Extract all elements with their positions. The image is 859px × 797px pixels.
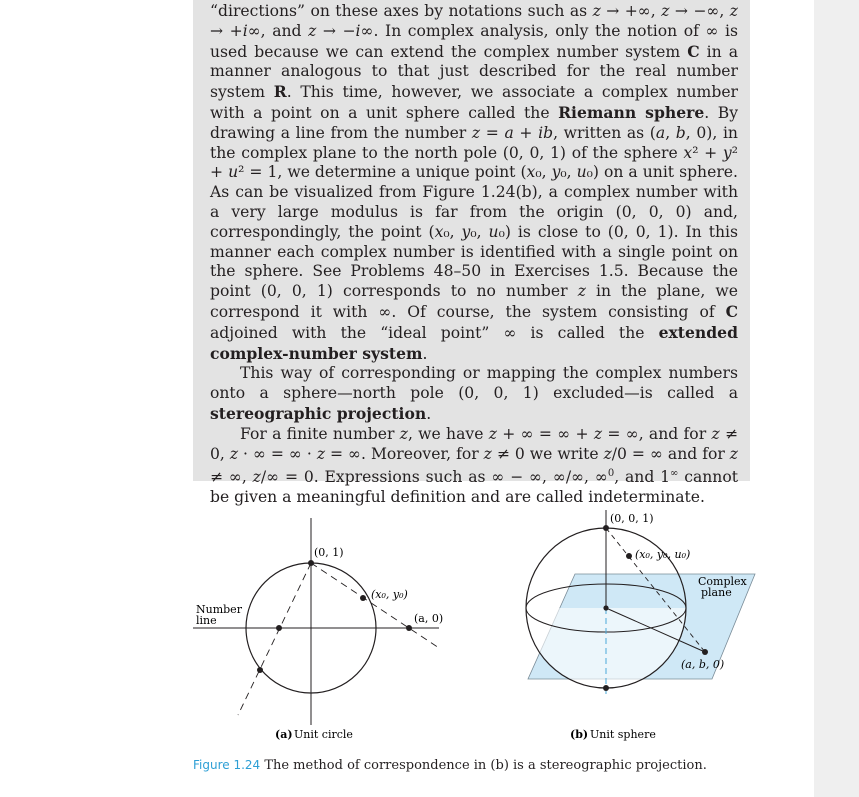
paragraph-3: For a finite number z, we have z + ∞ = ∞ + z = ∞, and for z ≠ 0, z · ∞ = ∞ · z = ∞. Moreover, for z ≠ 0 we write z/0 = ∞ and for z ≠ ∞, z/∞ = 0. Expressions such as ∞ − ∞, ∞/∞, ∞$^0$, and 1∞ cannot be given a meaningful definition and are called indeterminate.	[210, 424, 739, 507]
ab-point	[702, 649, 708, 655]
figure-caption	[193, 758, 753, 773]
paragraph-2: This way of corresponding or mapping the complex numbers onto a sphere—north pole (0, 0, 1) excluded—is called a stereographic projection.	[210, 364, 738, 423]
label-plane: plane	[701, 586, 732, 599]
label-complex: Complex	[698, 575, 747, 588]
north-point	[308, 560, 314, 566]
paragraph-1: “directions” on these axes by notations such as z → +∞, z → −∞, z → +i∞, and z → −i∞. In complex analysis, only the notion of ∞ is used because we can extend the complex number system C in a manner analogous to that just described for the real number system R. This time, however, we associate a complex number with a point on a unit sphere called the Riemann sphere. By drawing a line from the number z = a + ib, written as (a, b, 0), in the complex plane to the north pole (0, 0, 1) of the sphere x² + y² + u² = 1, we determine a unique point (x₀, y₀, u₀) on a unit sphere. As can be visualized from Figure 1.24(b), a complex number with a very large modulus is far from the origin (0, 0, 0) and, correspondingly, the point (x₀, y₀, u₀) is close to (0, 0, 1). In this manner each complex number is identified with a single point on the sphere. See Problems 48–50 in Exercises 1.5. Because the point (0, 0, 1) corresponds to no number z in the plane, we correspond it with ∞. Of course, the system consisting of C adjoined with the “ideal point” ∞ is called the extended complex-number system.	[210, 2, 739, 363]
unit-circle-diagram	[193, 518, 443, 725]
sphere-point	[626, 553, 632, 559]
label-line: line	[196, 614, 217, 627]
a-point	[406, 625, 412, 631]
sublabel-a-letter: (a)	[275, 728, 293, 741]
north-pole	[603, 525, 609, 531]
sublabel-b-text: Unit sphere	[590, 728, 656, 741]
label-x0y0u0: (x₀, y₀, u₀)	[635, 548, 691, 561]
projected-point	[360, 595, 366, 601]
label-number: Number	[196, 603, 242, 616]
sublabel-b-letter: (b)	[570, 728, 589, 741]
label-a0: (a, 0)	[414, 612, 444, 625]
unit-sphere-diagram	[526, 510, 755, 696]
figure-number: Figure 1.24	[193, 758, 261, 772]
caption-text: The method of correspondence in (b) is a stereographic projection.	[264, 758, 707, 773]
label-north: (0, 1)	[314, 546, 344, 559]
label-north-pole: (0, 0, 1)	[610, 512, 654, 525]
body-text	[210, 2, 738, 508]
page-margin-band	[814, 0, 859, 797]
left-axis-point	[276, 625, 282, 631]
figure-1-24	[193, 500, 763, 750]
label-x0y0: (x₀, y₀)	[371, 588, 408, 601]
lower-circle-point	[257, 667, 263, 673]
south-pole	[603, 685, 609, 691]
sublabel-a-text: Unit circle	[294, 728, 353, 741]
origin-point	[603, 605, 608, 610]
label-ab0: (a, b, 0)	[681, 658, 725, 671]
